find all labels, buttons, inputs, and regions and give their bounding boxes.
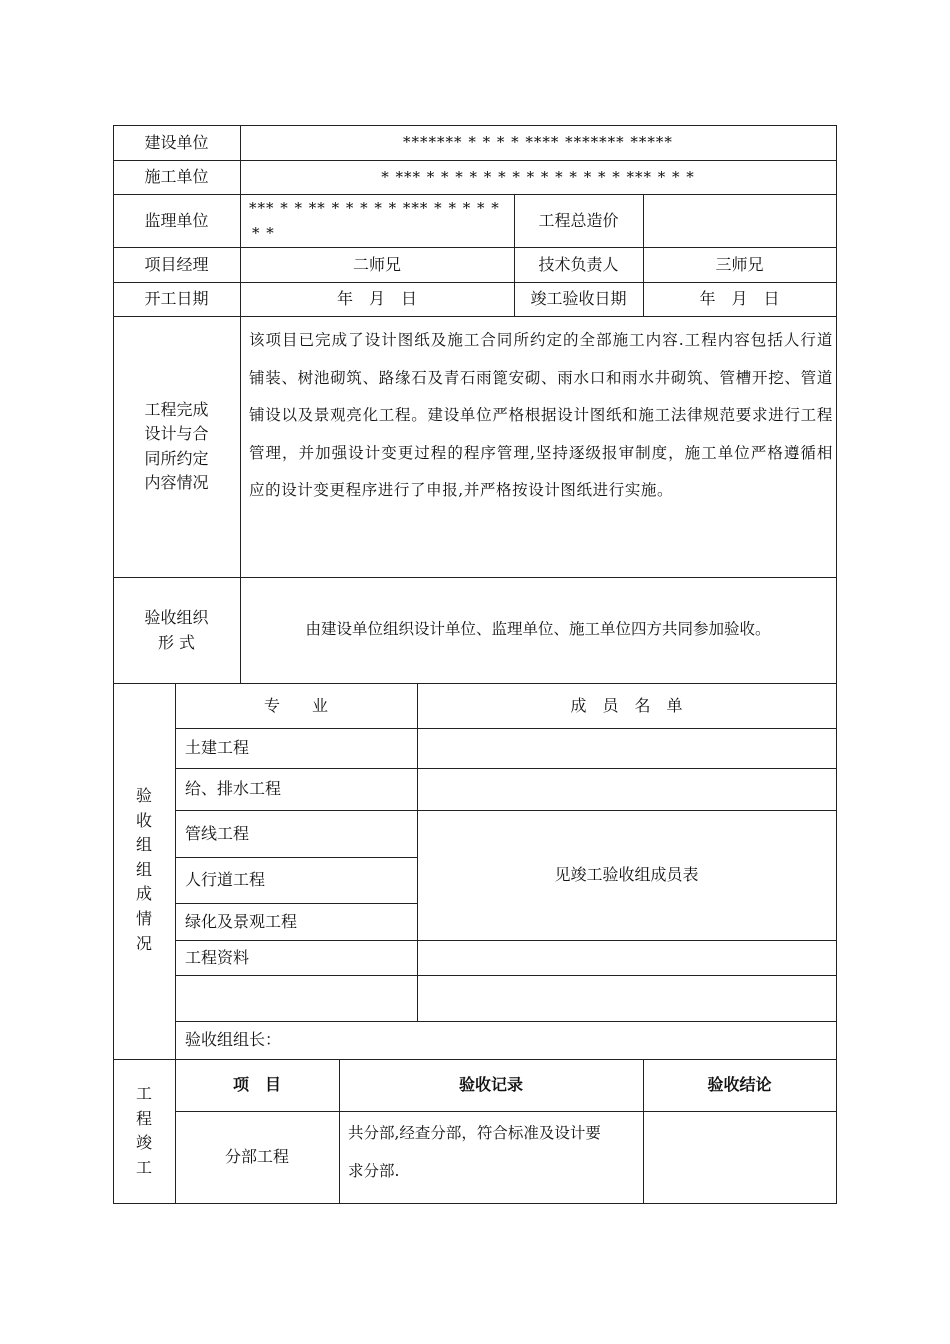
manager-label: 项目经理	[144, 254, 209, 274]
supervisor-value-line2: * *	[252, 224, 275, 242]
completion-label: 工程完成设计与合同所约定内容情况	[144, 399, 209, 492]
completion-date-label: 竣工验收日期	[530, 289, 627, 308]
tech-lead-label: 技术负责人	[538, 254, 619, 274]
team-side-label: 验收组组成情况	[135, 786, 152, 953]
completion-text: 该项目已完成了设计图纸及施工合同所约定的全部施工内容.工程内容包括人行道铺装、树池砌筑、路缘石及青石雨篦安砌、雨水口和雨水井砌筑、管槽开挖、管道铺设以及景观亮化工程。建设单位严格根据设计图纸和施工法律规范要求进行工程管理，并加强设计变更过程的程序管理,坚持逐级报审制度，施工单位严格遵循相应的设计变更程序进行了申报,并严格按设计图纸进行实施。	[249, 331, 833, 499]
specialty-landscape: 绿化及景观工程	[185, 911, 298, 931]
specialty-sidewalk: 人行道工程	[185, 870, 266, 889]
builder-value: ******* * * * * **** ******* *****	[403, 133, 673, 151]
header-specialty: 专 业	[263, 695, 328, 715]
header-item: 项 目	[232, 1075, 281, 1094]
total-cost-label: 工程总造价	[538, 210, 619, 230]
row-item-subproject: 分部工程	[224, 1147, 289, 1166]
header-record: 验收记录	[458, 1075, 523, 1094]
builder-label: 建设单位	[144, 132, 209, 152]
supervisor-label: 监理单位	[144, 210, 209, 230]
specialty-civil: 土建工程	[185, 738, 250, 757]
row-record-line1: 共分部,经查分部，符合标准及设计要	[348, 1124, 601, 1142]
constructor-label: 施工单位	[144, 167, 209, 186]
organization-text: 由建设单位组织设计单位、监理单位、施工单位四方共同参加验收。	[305, 620, 771, 639]
header-members: 成 员 名 单	[570, 695, 683, 715]
acceptance-side-label: 工程竣工	[135, 1084, 152, 1177]
constructor-value: * *** * * * * * * * * * * * * * * *** * * *	[381, 167, 695, 186]
manager-value: 二师兄	[352, 254, 401, 274]
header-conclusion: 验收结论	[707, 1075, 772, 1094]
start-date-value: 年 月 日	[336, 289, 417, 308]
specialty-blank	[175, 975, 417, 1021]
total-cost-value	[643, 194, 836, 247]
team-leader: 验收组组长：	[185, 1030, 282, 1049]
start-date-label: 开工日期	[144, 289, 209, 308]
specialty-water: 给、排水工程	[185, 779, 282, 798]
organization-label-line1: 验收组织	[144, 608, 209, 627]
supervisor-value-line1: *** * * ** * * * * * *** * * * * *	[249, 199, 500, 217]
members-note: 见竣工验收组成员表	[554, 865, 699, 884]
specialty-documents: 工程资料	[185, 947, 250, 967]
completion-date-value: 年 月 日	[699, 289, 780, 308]
row-conclusion	[643, 1111, 836, 1203]
specialty-pipeline: 管线工程	[185, 823, 250, 843]
tech-lead-value: 三师兄	[715, 254, 764, 274]
row-record-line2: 求分部.	[348, 1162, 400, 1180]
organization-label-line2: 形 式	[157, 633, 196, 652]
